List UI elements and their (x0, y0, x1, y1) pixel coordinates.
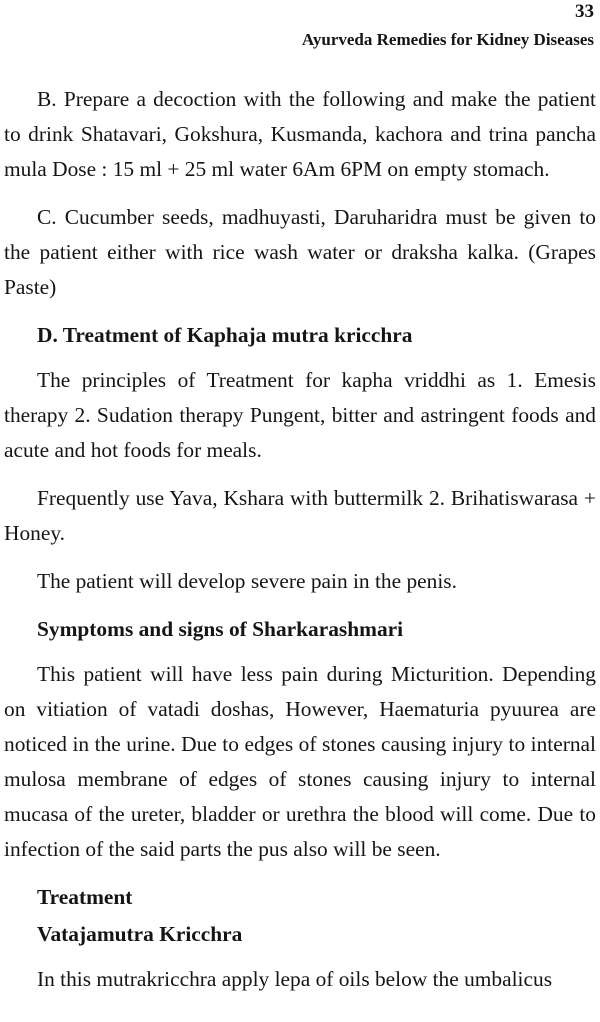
paragraph-frequently: Frequently use Yava, Kshara with buttermilk 2. Brihatiswarasa + Honey. (4, 486, 596, 545)
heading-symptoms: Symptoms and signs of Sharkarashmari (37, 617, 404, 641)
heading-vatajamutra: Vatajamutra Kricchra (37, 922, 243, 946)
heading-treatment: Treatment (37, 885, 133, 909)
paragraph-symptoms: This patient will have less pain during Micturition. Depending on vitiation of vatadi doshas, However, Haematuria pyuurea are noticed in the urine. Due to edges of stones causing injury to internal mulosa membrane of edges of stones causing injury to internal mucasa of the ureter, bladder or urethra the blood will come. Due to infection of the said parts the pus also will be seen. (4, 662, 596, 861)
paragraph-c: C. Cucumber seeds, madhuyasti, Daruharidra must be given to the patient either with rice wash water or draksha kalka. (Grapes Paste) (4, 205, 596, 299)
paragraph-lepa: In this mutrakricchra apply lepa of oils below the umbalicus (37, 967, 553, 991)
paragraph-pain: The patient will develop severe pain in the penis. (37, 569, 457, 593)
paragraph-principles: The principles of Treatment for kapha vriddhi as 1. Emesis therapy 2. Sudation therapy Pungent, bitter and astringent foods and acute and hot foods for meals. (4, 368, 596, 462)
page-number: 33 (575, 1, 594, 22)
page-body (4, 82, 596, 1010)
paragraph-b: B. Prepare a decoction with the following and make the patient to drink Shatavari, Gokshura, Kusmanda, kachora and trina pancha mula Dose : 15 ml + 25 ml water 6Am 6PM on empty stomach. (4, 87, 596, 181)
heading-kaphaja-treatment: D. Treatment of Kaphaja mutra kricchra (37, 323, 413, 347)
running-header: Ayurveda Remedies for Kidney Diseases (301, 30, 594, 49)
